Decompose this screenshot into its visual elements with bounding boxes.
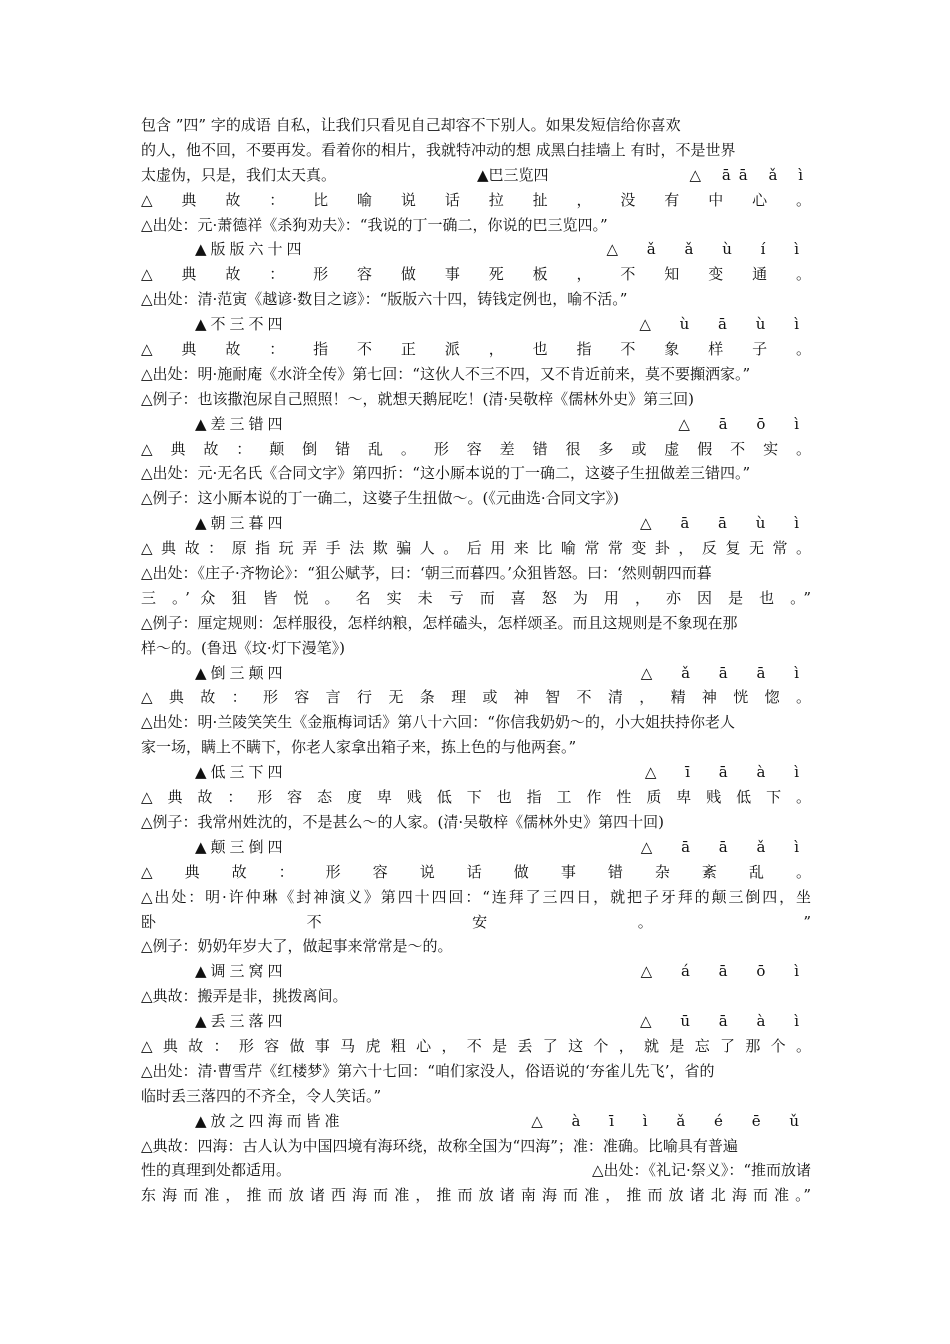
- text-line: △例子：我常州姓沈的，不是甚么～的人家。(清·吴敬梓《儒林外史》第四十回): [141, 812, 665, 831]
- text-line: △ 典 故 ： 形 容 做 事 马 虎 粗 心 ， 不 是 丢 了 这 个 ， 就 是 忘 了 那 个 。: [141, 1036, 811, 1055]
- text-line: △出处：清·曹雪芹《红楼梦》第六十七回：“咱们家没人，俗语说的‘夯雀儿先飞’，省的: [141, 1061, 715, 1080]
- text-line: △典故：四海：古人认为中国四境有海环绕，故称全国为“四海”；准：准确。比喻具有普遍: [141, 1136, 738, 1155]
- idiom-heading-line: [141, 312, 811, 337]
- document-body: [141, 113, 811, 1208]
- intro-line-3-text: 太虚伪，只是，我们太天真。: [141, 165, 337, 184]
- text-segment: △出处：《礼记·祭义》：“推而放诸: [592, 1161, 811, 1180]
- text-line: [141, 1158, 811, 1183]
- intro-line-2: 的人，他不回，不要再发。看着你的相片，我就特冲动的想 成黑白挂墙上 有时，不是世界: [141, 140, 736, 159]
- idiom-heading: ▲低三下四: [195, 763, 287, 782]
- text-line: △ 典 故 ： 指 不 正 派 ， 也 指 不 象 样 子 。: [141, 340, 811, 359]
- idiom-heading-line: [141, 511, 811, 536]
- text-line: △典故：搬弄是非，挑拨离间。: [141, 987, 348, 1006]
- idiom-heading-line: [141, 835, 811, 860]
- idiom-heading-line: [141, 760, 811, 785]
- pinyin-marks: △ à ī ì ǎ é ē ǔ: [531, 1111, 811, 1130]
- text-line: △出处：元·无名氏《合同文字》第四折：“这小厮本说的丁一确二，这婆子生扭做差三错四。”: [141, 464, 751, 483]
- text-line: △出处：明·施耐庵《水浒全传》第七回：“这伙人不三不四，又不肯近前来，莫不要攧洒家。”: [141, 364, 751, 383]
- text-line: △例子：也该撒泡尿自己照照！～，就想天鹅屁吃！(清·吴敬梓《儒林外史》第三回): [141, 389, 695, 408]
- idiom-heading: ▲调三窝四: [195, 962, 287, 981]
- idiom-heading: ▲放之四海而皆准: [195, 1111, 344, 1130]
- idiom-heading: ▲颠三倒四: [195, 837, 287, 856]
- idiom-heading: ▲版版六十四: [195, 240, 306, 259]
- pinyin-marks: △ ā ā ù ì: [640, 514, 811, 533]
- text-line: △例子：厘定规则：怎样服役，怎样纳粮，怎样磕头，怎样颂圣。而且这规则是不象现在那: [141, 613, 738, 632]
- text-line: △ 典 故 ： 形 容 态 度 卑 贱 低 下 也 指 工 作 性 质 卑 贱 低 下 。: [141, 788, 811, 807]
- idiom-heading: ▲朝三暮四: [195, 514, 287, 533]
- pinyin-marks: △ ǎ ǎ ù í ì: [606, 240, 811, 259]
- text-line: △ 典 故 ： 原 指 玩 弄 手 法 欺 骗 人 。 后 用 来 比 喻 常 常 变 卦 ， 反 复 无 常 。: [141, 539, 811, 558]
- pinyin-marks: △ á ā ō ì: [640, 962, 811, 981]
- idiom-heading-line: [141, 1009, 811, 1034]
- text-line: 临时丢三落四的不齐全，令人笑话。”: [141, 1086, 382, 1105]
- text-line: △出处：元·萧德祥《杀狗劝夫》：“我说的丁一确二，你说的巴三览四。”: [141, 215, 608, 234]
- idiom-heading: ▲巴三览四: [477, 165, 549, 184]
- idiom-heading: ▲不三不四: [195, 315, 287, 334]
- idiom-heading-line: [141, 237, 811, 262]
- text-line: 样～的。(鲁迅《坟·灯下漫笔》): [141, 638, 345, 657]
- idiom-heading-line: [141, 959, 811, 984]
- pinyin-marks: △ ā ā ǎ ì: [640, 837, 811, 856]
- intro-line-1: 包含 ”四” 字的成语 自私，让我们只看见自己却容不下别人。如果发短信给你喜欢: [141, 116, 681, 134]
- text-line: △出处：《庄子·齐物论》：“狙公赋芧，曰：‘朝三而暮四。’众狙皆怒。曰：‘然则朝四而暮: [141, 564, 712, 583]
- idiom-heading: ▲丢三落四: [195, 1012, 287, 1031]
- idiom-heading: ▲倒三颠四: [195, 663, 287, 682]
- idiom-heading-line: [141, 661, 811, 686]
- text-line: △ 典 故 ： 形 容 做 事 死 板 ， 不 知 变 通 。: [141, 265, 811, 284]
- text-line: △ 典 故 ： 颠 倒 错 乱 。 形 容 差 错 很 多 或 虚 假 不 实 。: [141, 439, 811, 458]
- text-line: 家一场，瞒上不瞒下，你老人家拿出箱子来，拣上色的与他两套。”: [141, 738, 577, 757]
- pinyin-marks: △ ī ā à ì: [644, 763, 811, 782]
- pinyin-marks: △ ū ā à ì: [640, 1012, 811, 1031]
- text-line: △ 典 故 ： 比 喻 说 话 拉 扯 ， 没 有 中 心 。: [141, 190, 811, 209]
- text-segment: 性的真理到处都适用。: [141, 1161, 292, 1180]
- pinyin-marks: △ ù ā ù ì: [639, 315, 811, 334]
- pinyin-marks: △ āā ǎ ì: [689, 165, 811, 184]
- text-line: △ 典 故 ： 形 容 说 话 做 事 错 杂 紊 乱 。: [141, 862, 811, 881]
- intro-line-3: [141, 163, 811, 188]
- text-line: △出处：清·范寅《越谚·数目之谚》：“版版六十四，铸钱定例也，喻不活。”: [141, 290, 628, 309]
- idiom-heading: ▲差三错四: [195, 414, 287, 433]
- pinyin-marks: △ ā ō ì: [678, 414, 811, 433]
- text-line: △例子：奶奶年岁大了，做起事来常常是～的。: [141, 937, 453, 956]
- text-line: △例子：这小厮本说的丁一确二，这婆子生扭做～。(《元曲选·合同文字》): [141, 489, 620, 508]
- idiom-heading-line: [141, 412, 811, 437]
- text-line: 三 。’ 众 狙 皆 悦 。 名 实 未 亏 而 喜 怒 为 用 ， 亦 因 是 也 。”: [141, 588, 811, 607]
- idiom-heading-line: [141, 1109, 811, 1134]
- text-line: 卧 不 安 。 ”: [141, 912, 811, 931]
- text-line: △出处：明·许仲琳《封神演义》第四十四回：“连拜了三四日，就把子牙拜的颠三倒四，坐: [141, 887, 811, 906]
- pinyin-marks: △ ǎ ā ā ì: [640, 663, 811, 682]
- text-line: △出处：明·兰陵笑笑生《金瓶梅词话》第八十六回：“你信我奶奶～的，小大姐扶持你老人: [141, 713, 735, 732]
- idiom-entries: [141, 188, 811, 1209]
- text-line: 东 海 而 准 ， 推 而 放 诸 西 海 而 准 ， 推 而 放 诸 南 海 而 准 ， 推 而 放 诸 北 海 而 准 。”: [141, 1186, 811, 1205]
- text-line: △ 典 故 ： 形 容 言 行 无 条 理 或 神 智 不 清 ， 精 神 恍 惚 。: [141, 688, 811, 707]
